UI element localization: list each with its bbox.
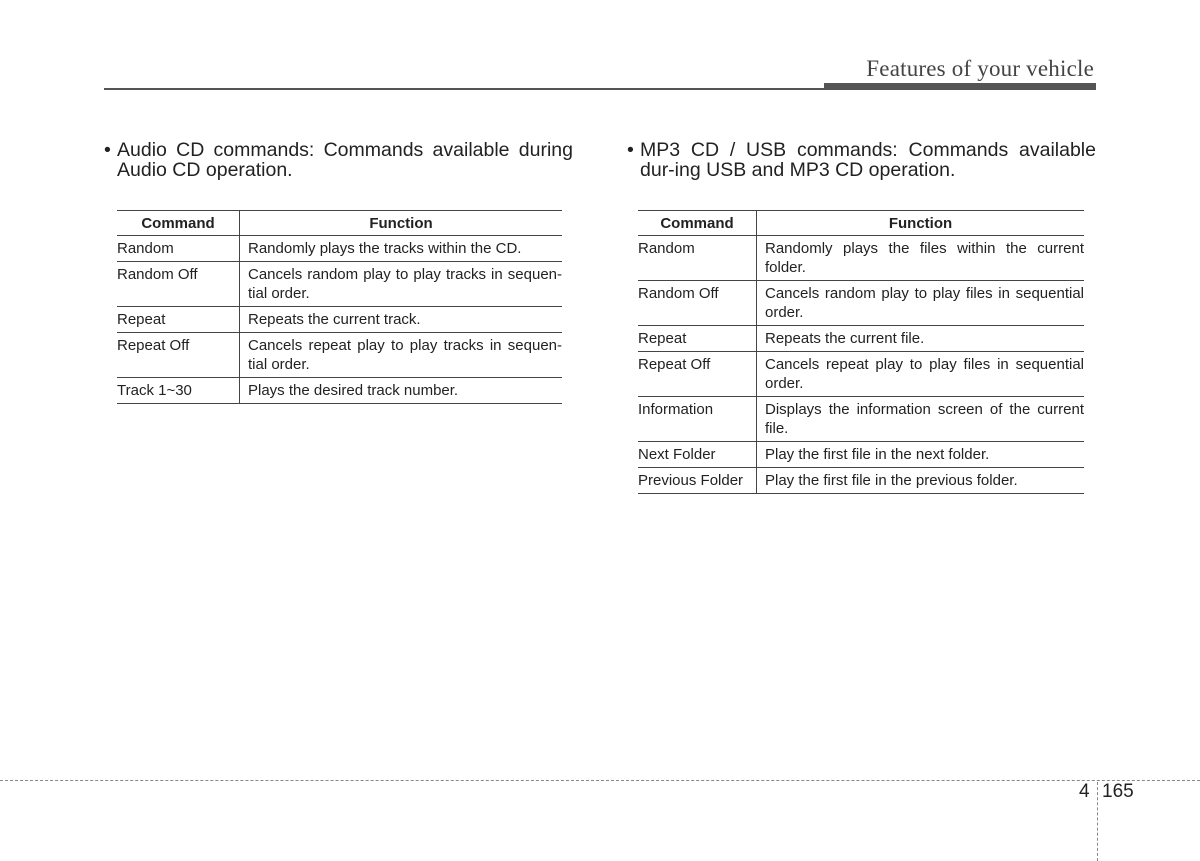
mp3-usb-commands-table bbox=[638, 210, 1084, 494]
command-cell: Random Off bbox=[638, 281, 757, 326]
page-header-title: Features of your vehicle bbox=[866, 56, 1094, 81]
command-cell: Random bbox=[638, 236, 757, 281]
table-row bbox=[117, 262, 562, 307]
command-cell: Information bbox=[638, 397, 757, 442]
audio-cd-intro bbox=[104, 139, 573, 181]
mp3-usb-intro-text: MP3 CD / USB commands: Commands available dur-ing USB and MP3 CD operation. bbox=[640, 139, 1096, 181]
command-cell: Previous Folder bbox=[638, 468, 757, 494]
function-cell: Repeats the current file. bbox=[757, 326, 1085, 352]
function-cell: Repeats the current track. bbox=[240, 307, 563, 333]
command-cell: Track 1~30 bbox=[117, 378, 240, 404]
function-cell: Plays the desired track number. bbox=[240, 378, 563, 404]
header-rule bbox=[104, 88, 824, 90]
function-cell: Randomly plays the tracks within the CD. bbox=[240, 236, 563, 262]
footer-vertical-dashed-rule bbox=[1097, 782, 1098, 861]
table-header-row bbox=[638, 211, 1084, 236]
function-cell: Displays the information screen of the current file. bbox=[757, 397, 1085, 442]
table-row bbox=[638, 281, 1084, 326]
table-row bbox=[638, 352, 1084, 397]
table-row bbox=[638, 236, 1084, 281]
table-row bbox=[638, 442, 1084, 468]
function-cell: Cancels repeat play to play files in sequential order. bbox=[757, 352, 1085, 397]
command-cell: Repeat bbox=[638, 326, 757, 352]
table-row bbox=[117, 307, 562, 333]
function-cell: Cancels random play to play files in sequential order. bbox=[757, 281, 1085, 326]
page-number: 165 bbox=[1102, 781, 1134, 802]
table-row bbox=[638, 468, 1084, 494]
command-cell: Random Off bbox=[117, 262, 240, 307]
header-bar bbox=[824, 83, 1096, 90]
table-row bbox=[117, 378, 562, 404]
bullet: • bbox=[627, 139, 634, 161]
bullet: • bbox=[104, 139, 111, 161]
mp3-usb-intro bbox=[627, 139, 1096, 181]
command-cell: Random bbox=[117, 236, 240, 262]
function-cell: Randomly plays the files within the current folder. bbox=[757, 236, 1085, 281]
function-cell: Cancels random play to play tracks in sequen-tial order. bbox=[240, 262, 563, 307]
table-row bbox=[117, 236, 562, 262]
audio-cd-commands-table bbox=[117, 210, 562, 404]
command-cell: Next Folder bbox=[638, 442, 757, 468]
command-cell: Repeat Off bbox=[638, 352, 757, 397]
command-cell: Repeat Off bbox=[117, 333, 240, 378]
chapter-number: 4 bbox=[1079, 781, 1090, 802]
column-header-command: Command bbox=[117, 211, 240, 236]
table-row bbox=[638, 326, 1084, 352]
footer-dashed-rule bbox=[0, 780, 1200, 781]
function-cell: Play the first file in the next folder. bbox=[757, 442, 1085, 468]
table-row bbox=[117, 333, 562, 378]
function-cell: Cancels repeat play to play tracks in sequen-tial order. bbox=[240, 333, 563, 378]
column-header-function: Function bbox=[240, 211, 563, 236]
table-row bbox=[638, 397, 1084, 442]
column-header-function: Function bbox=[757, 211, 1085, 236]
function-cell: Play the first file in the previous folder. bbox=[757, 468, 1085, 494]
command-cell: Repeat bbox=[117, 307, 240, 333]
column-header-command: Command bbox=[638, 211, 757, 236]
table-header-row bbox=[117, 211, 562, 236]
audio-cd-intro-text: Audio CD commands: Commands available during Audio CD operation. bbox=[117, 139, 573, 181]
